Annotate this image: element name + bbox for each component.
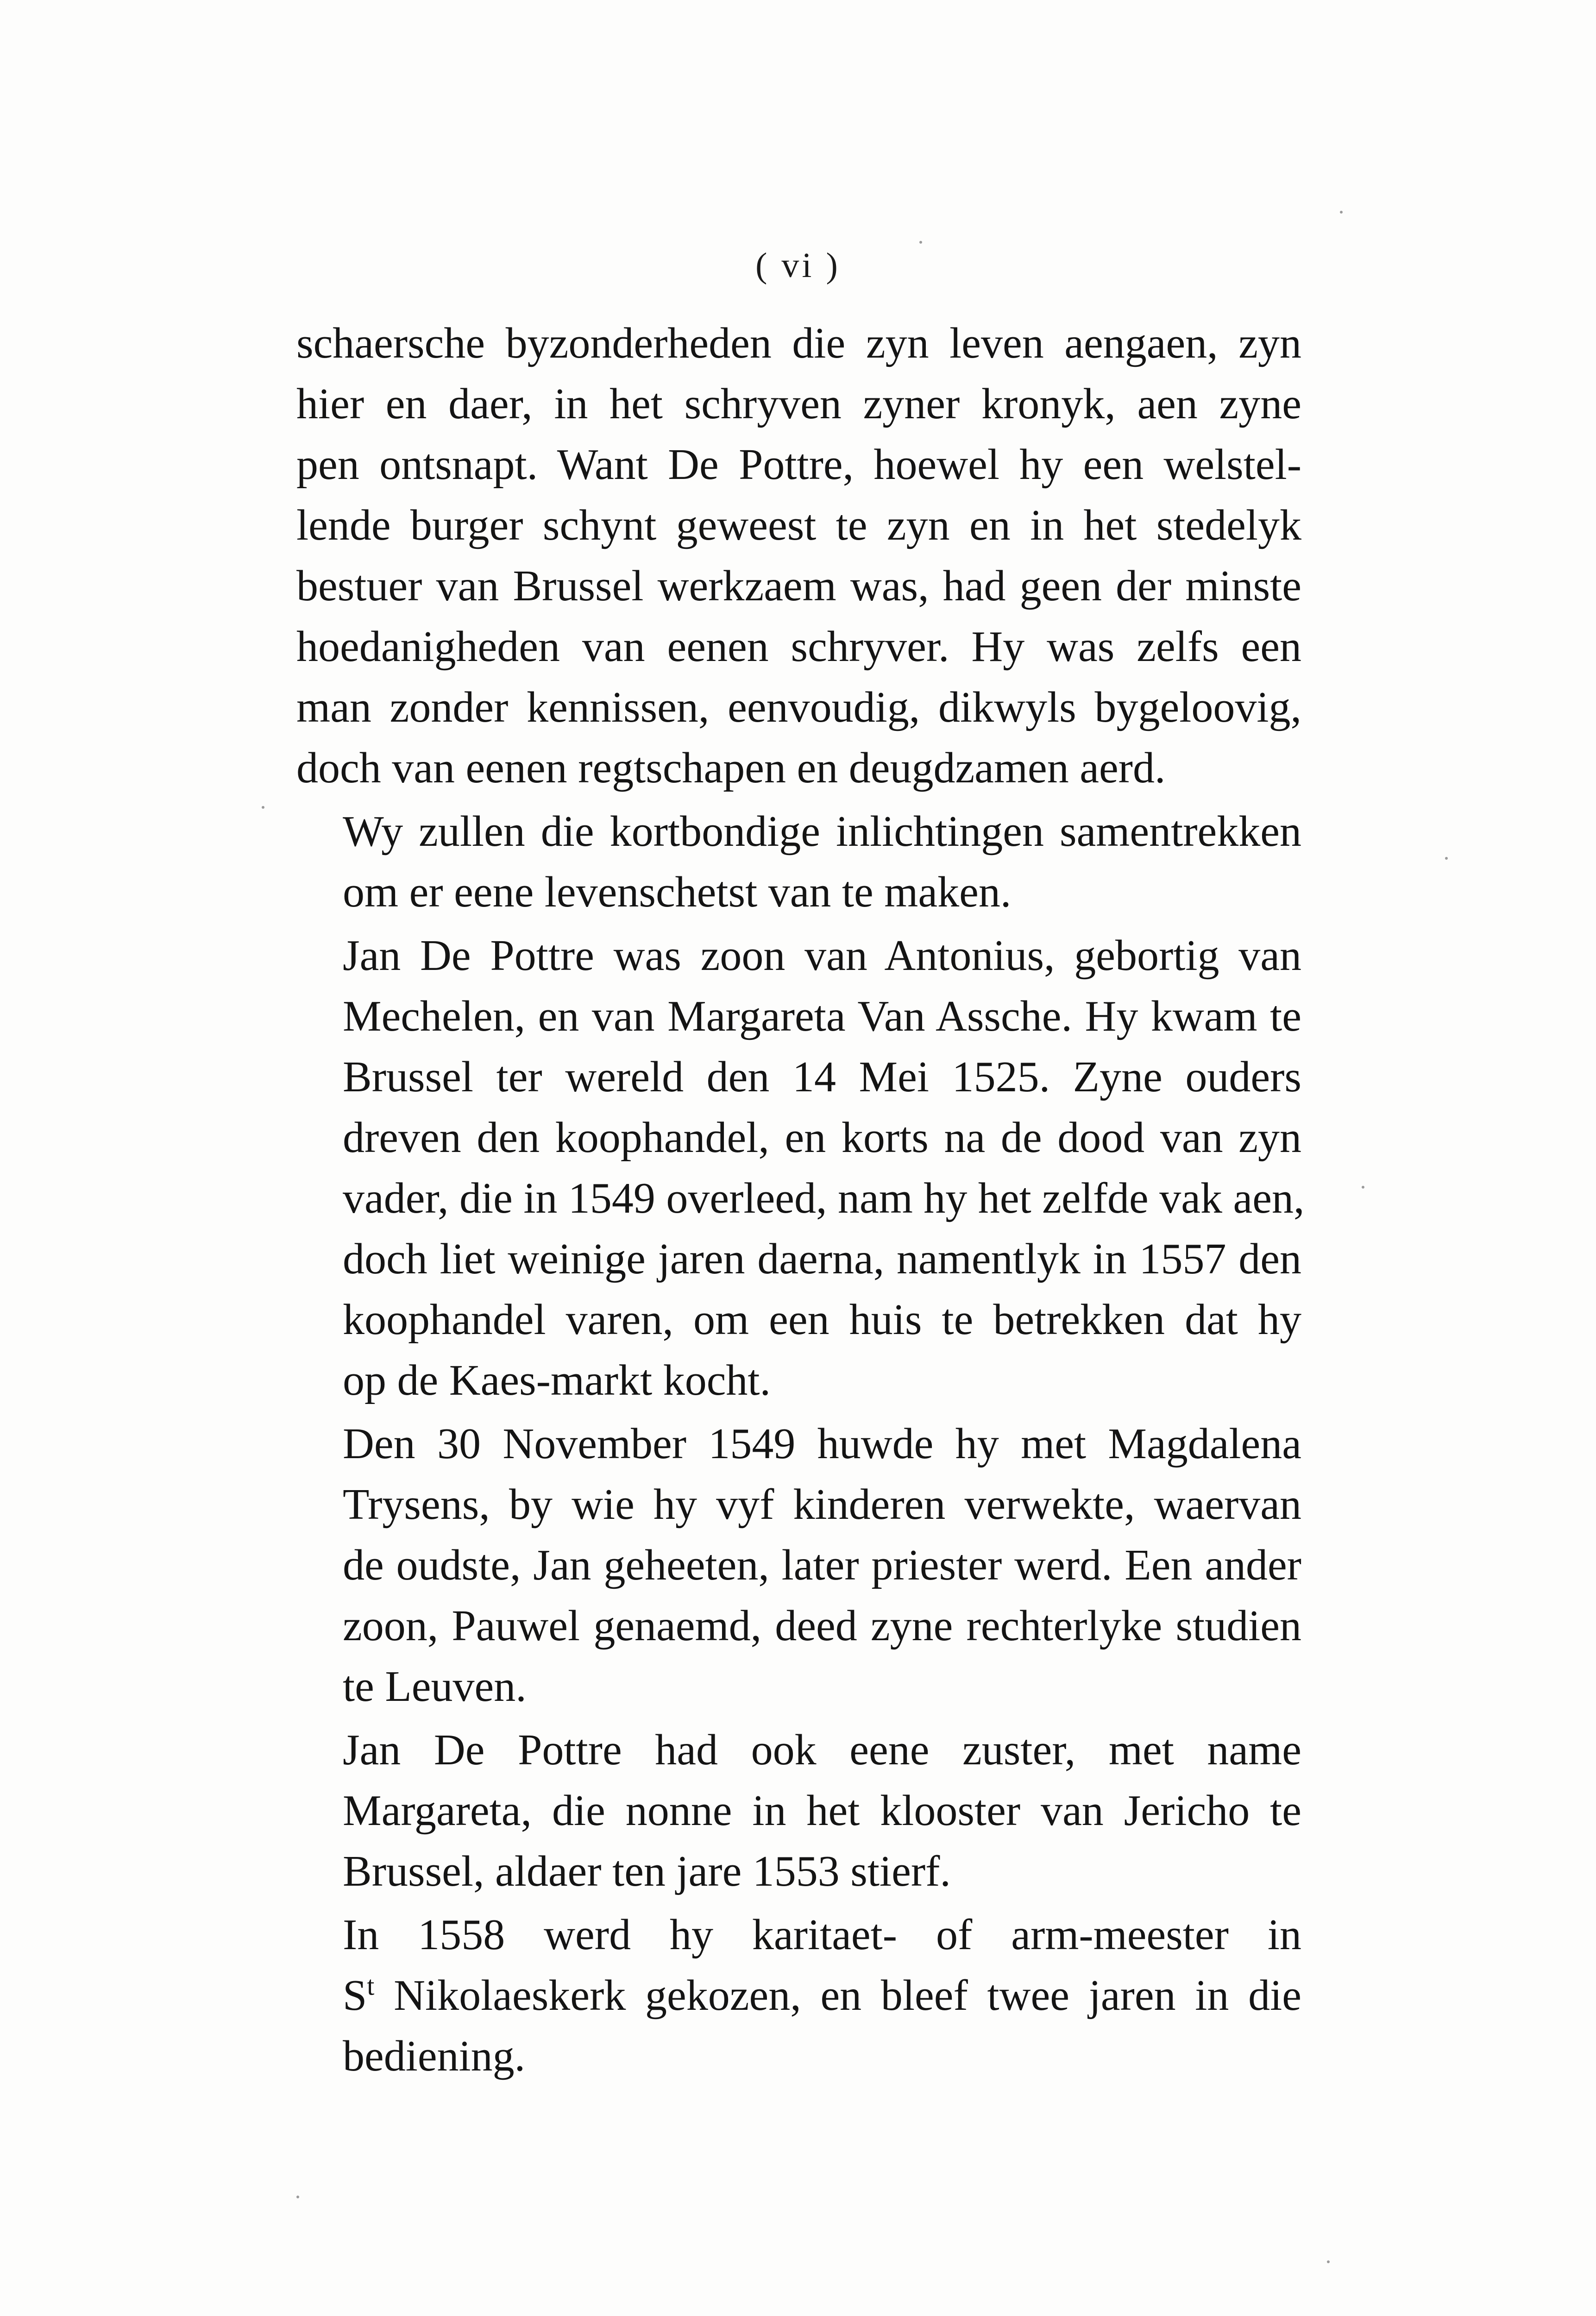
text-line: schaersche byzonderheden die zyn leven aengaen, zyn [296, 319, 1301, 367]
text-line: bestuer van Brussel werkzaem was, had geen der minste [296, 562, 1301, 610]
text-line: lende burger schynt geweest te zyn en in het stedelyk [296, 501, 1301, 549]
text-line: Den 30 November 1549 huwde hy met Magdalena [343, 1420, 1301, 1468]
paragraph [296, 801, 1301, 923]
page-number: ( vi ) [755, 246, 841, 285]
text-line: doch van eenen regtschapen en deugdzamen aerd. [296, 744, 1166, 792]
text-line: dreven den koophandel, en korts na de dood van zyn [343, 1114, 1301, 1162]
paragraph [296, 1905, 1301, 2087]
text-line: Brussel, aldaer ten jare 1553 stierf. [343, 1847, 951, 1895]
text-line: te Leuven. [343, 1662, 527, 1711]
paragraph [296, 313, 1301, 799]
text-line: om er eene levenschetst van te maken. [343, 868, 1012, 916]
text-line: Wy zullen die kortbondige inlichtingen samentrekken [343, 807, 1301, 856]
abbreviation-superscript: t [367, 1970, 375, 2001]
paper-speck [1362, 1186, 1364, 1189]
text-line: koophandel varen, om een huis te betrekken dat hy [343, 1296, 1301, 1344]
paper-speck [262, 806, 264, 809]
text-line: man zonder kennissen, eenvoudig, dikwyls bygeloovig, [296, 683, 1301, 731]
abbreviation-base: S [343, 1971, 367, 2020]
text-line: Brussel ter wereld den 14 Mei 1525. Zyne ouders [343, 1053, 1301, 1101]
text-line: pen ontsnapt. Want De Pottre, hoewel hy een welstel- [296, 441, 1301, 489]
body-text [296, 313, 1305, 2089]
text-line: bediening. [343, 2032, 526, 2080]
text-line: Trysens, by wie hy vyf kinderen verwekte, waervan [343, 1480, 1301, 1529]
text-line: hoedanigheden van eenen schryver. Hy was zelfs een [296, 623, 1301, 671]
text-line: op de Kaes-markt kocht. [343, 1356, 771, 1404]
line-remainder: Nikolaeskerk gekozen, en bleef twee jaren in die [394, 1971, 1301, 2020]
text-line: In 1558 werd hy karitaet- of arm-meester in [343, 1911, 1301, 1959]
text-line [296, 1965, 1301, 2026]
paragraph [296, 1720, 1301, 1902]
text-line: de oudste, Jan geheeten, later priester werd. Een ander [343, 1541, 1301, 1589]
paragraph [296, 925, 1305, 1411]
paper-speck [1340, 211, 1343, 214]
text-line: Margareta, die nonne in het klooster van Jericho te [343, 1787, 1301, 1835]
paper-speck [919, 241, 922, 244]
text-line: vader, die in 1549 overleed, nam hy het zelfde vak aen, [343, 1174, 1305, 1222]
text-line: Jan De Pottre had ook eene zuster, met name [343, 1726, 1301, 1774]
text-line: Jan De Pottre was zoon van Antonius, gebortig van [343, 931, 1301, 980]
text-line: doch liet weinige jaren daerna, namentlyk in 1557 den [343, 1235, 1301, 1283]
text-line: hier en daer, in het schryven zyner kronyk, aen zyne [296, 380, 1301, 428]
paper-speck [296, 2196, 299, 2198]
paper-speck [1445, 857, 1448, 860]
text-line: Mechelen, en van Margareta Van Assche. Hy kwam te [343, 992, 1301, 1040]
paragraph [296, 1414, 1301, 1717]
text-line: zoon, Pauwel genaemd, deed zyne rechterlyke studien [343, 1602, 1301, 1650]
paper-speck [1327, 2260, 1330, 2263]
